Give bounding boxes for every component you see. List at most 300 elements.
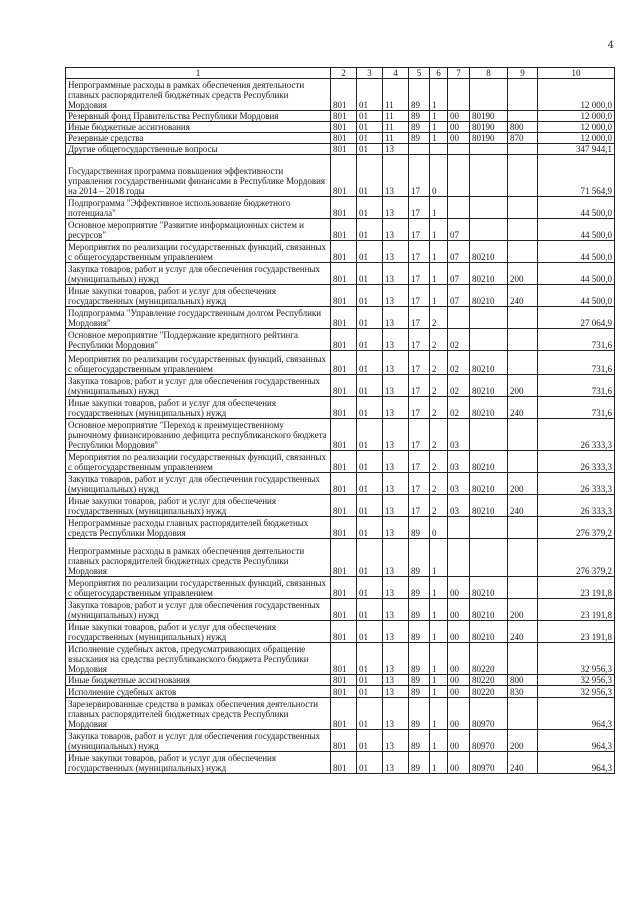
- code-expense-type: [508, 241, 538, 263]
- column-header: 4: [383, 68, 409, 79]
- code-measure: [448, 155, 470, 197]
- code-subsection: 13: [383, 419, 409, 451]
- table-row: [66, 375, 615, 397]
- code-subprogram: 2: [430, 495, 448, 517]
- code-direction: 80210: [470, 397, 508, 419]
- code-direction: 80190: [470, 111, 508, 122]
- row-amount: 276 379,2: [538, 517, 615, 539]
- code-subsection: 13: [383, 451, 409, 473]
- code-subsection: 13: [383, 375, 409, 397]
- table-row: [66, 351, 615, 375]
- row-amount: 26 333,3: [538, 495, 615, 517]
- code-section: 01: [357, 473, 383, 495]
- code-subsection: 13: [383, 730, 409, 752]
- code-subprogram: 1: [430, 111, 448, 122]
- code-admin: 801: [331, 495, 357, 517]
- code-subprogram: 2: [430, 451, 448, 473]
- code-section: 01: [357, 111, 383, 122]
- code-subprogram: 2: [430, 473, 448, 495]
- code-program: 89: [409, 122, 430, 133]
- code-measure: 00: [448, 122, 470, 133]
- code-subsection: 13: [383, 473, 409, 495]
- code-section: 01: [357, 351, 383, 375]
- code-program: 17: [409, 241, 430, 263]
- table-row: [66, 473, 615, 495]
- row-amount: 32 956,3: [538, 643, 615, 675]
- row-amount: 26 333,3: [538, 473, 615, 495]
- code-measure: 03: [448, 473, 470, 495]
- table-row: [66, 79, 615, 111]
- code-admin: 801: [331, 599, 357, 621]
- code-expense-type: 240: [508, 621, 538, 643]
- code-program: 17: [409, 351, 430, 375]
- code-direction: [470, 144, 508, 155]
- code-subprogram: 1: [430, 621, 448, 643]
- code-admin: 801: [331, 197, 357, 219]
- code-direction: 80220: [470, 675, 508, 686]
- row-name: Другие общегосударственные вопросы: [66, 144, 331, 155]
- row-amount: 32 956,3: [538, 686, 615, 698]
- table-row: [66, 451, 615, 473]
- row-amount: 23 191,8: [538, 599, 615, 621]
- table-row: [66, 539, 615, 577]
- table-row: [66, 397, 615, 419]
- code-admin: 801: [331, 307, 357, 329]
- row-amount: 32 956,3: [538, 675, 615, 686]
- row-name: Непрограммные расходы в рамках обеспечения деятельности главных распорядителей бюджетных средств Республики Мордовия: [66, 539, 331, 577]
- column-header: 8: [470, 68, 508, 79]
- code-subsection: 11: [383, 111, 409, 122]
- code-direction: 80210: [470, 351, 508, 375]
- row-amount: 731,6: [538, 351, 615, 375]
- code-subsection: 13: [383, 577, 409, 599]
- code-admin: 801: [331, 351, 357, 375]
- row-name: Подпрограмма "Эффективное использование бюджетного потенциала": [66, 197, 331, 219]
- code-section: 01: [357, 285, 383, 307]
- code-section: 01: [357, 133, 383, 144]
- code-section: 01: [357, 155, 383, 197]
- code-program: 17: [409, 219, 430, 241]
- row-name: Основное мероприятие "Поддержание кредитного рейтинга Республики Мордовия": [66, 329, 331, 351]
- code-program: 17: [409, 375, 430, 397]
- code-subprogram: 0: [430, 155, 448, 197]
- row-name: Резервный фонд Правительства Республики Мордовия: [66, 111, 331, 122]
- code-program: 17: [409, 307, 430, 329]
- row-amount: 731,6: [538, 375, 615, 397]
- code-admin: 801: [331, 397, 357, 419]
- code-section: 01: [357, 643, 383, 675]
- code-subprogram: 2: [430, 375, 448, 397]
- code-direction: 80210: [470, 241, 508, 263]
- table-row: [66, 307, 615, 329]
- code-program: 89: [409, 643, 430, 675]
- code-direction: 80220: [470, 686, 508, 698]
- row-name: Непрограммные расходы в рамках обеспечения деятельности главных распорядителей бюджетных средств Республики Мордовия: [66, 79, 331, 111]
- table-row: [66, 686, 615, 698]
- code-subsection: 13: [383, 517, 409, 539]
- row-name: Иные закупки товаров, работ и услуг для обеспечения государственных (муниципальных) нужд: [66, 621, 331, 643]
- row-name: Иные закупки товаров, работ и услуг для обеспечения государственных (муниципальных) нужд: [66, 752, 331, 774]
- row-amount: 44 500,0: [538, 197, 615, 219]
- code-direction: 80210: [470, 577, 508, 599]
- code-program: 17: [409, 495, 430, 517]
- code-subsection: 13: [383, 144, 409, 155]
- code-measure: [448, 197, 470, 219]
- code-program: 89: [409, 79, 430, 111]
- code-subprogram: 1: [430, 133, 448, 144]
- code-admin: 801: [331, 539, 357, 577]
- code-measure: 00: [448, 686, 470, 698]
- code-program: [409, 144, 430, 155]
- code-subprogram: 1: [430, 79, 448, 111]
- code-admin: 801: [331, 263, 357, 285]
- code-admin: 801: [331, 698, 357, 730]
- code-direction: [470, 219, 508, 241]
- code-section: 01: [357, 539, 383, 577]
- code-admin: 801: [331, 730, 357, 752]
- code-measure: 00: [448, 577, 470, 599]
- table-header: [66, 68, 615, 79]
- row-name: Государственная программа повышения эффективности управления государственными финансами в Республике Мордовия на 2014 – 2018 годы: [66, 155, 331, 197]
- code-admin: 801: [331, 675, 357, 686]
- code-admin: 801: [331, 686, 357, 698]
- code-section: 01: [357, 752, 383, 774]
- code-measure: 02: [448, 351, 470, 375]
- code-expense-type: [508, 451, 538, 473]
- code-admin: 801: [331, 517, 357, 539]
- code-direction: 80210: [470, 285, 508, 307]
- table-row: [66, 621, 615, 643]
- code-measure: [448, 79, 470, 111]
- code-direction: 80220: [470, 643, 508, 675]
- table-row: [66, 577, 615, 599]
- code-direction: [470, 155, 508, 197]
- row-name: Иные закупки товаров, работ и услуг для обеспечения государственных (муниципальных) нужд: [66, 285, 331, 307]
- code-measure: 00: [448, 111, 470, 122]
- row-amount: 964,3: [538, 698, 615, 730]
- code-section: 01: [357, 621, 383, 643]
- code-direction: 80210: [470, 599, 508, 621]
- column-header: 7: [448, 68, 470, 79]
- row-amount: 347 944,1: [538, 144, 615, 155]
- code-section: 01: [357, 307, 383, 329]
- code-direction: [470, 517, 508, 539]
- row-amount: 23 191,8: [538, 621, 615, 643]
- code-expense-type: [508, 144, 538, 155]
- code-admin: 801: [331, 133, 357, 144]
- table-row: [66, 675, 615, 686]
- row-amount: 12 000,0: [538, 133, 615, 144]
- row-name: Основное мероприятие "Переход к преимущественному рыночному финансированию дефицита республиканского бюджета Республики Мордовия": [66, 419, 331, 451]
- row-amount: 44 500,0: [538, 219, 615, 241]
- code-subprogram: [430, 144, 448, 155]
- code-subsection: 13: [383, 686, 409, 698]
- code-section: 01: [357, 495, 383, 517]
- code-section: 01: [357, 517, 383, 539]
- code-program: 89: [409, 577, 430, 599]
- code-admin: 801: [331, 111, 357, 122]
- code-measure: 03: [448, 419, 470, 451]
- code-measure: 02: [448, 375, 470, 397]
- code-expense-type: 870: [508, 133, 538, 144]
- page-number: 4: [607, 40, 614, 51]
- row-name: Резервные средства: [66, 133, 331, 144]
- code-subprogram: 0: [430, 517, 448, 539]
- code-section: 01: [357, 675, 383, 686]
- column-header: 1: [66, 68, 331, 79]
- code-expense-type: [508, 197, 538, 219]
- code-subprogram: 1: [430, 698, 448, 730]
- code-admin: 801: [331, 155, 357, 197]
- table-body: [66, 79, 615, 774]
- code-subsection: 13: [383, 495, 409, 517]
- code-measure: 07: [448, 263, 470, 285]
- table-row: [66, 599, 615, 621]
- code-direction: [470, 307, 508, 329]
- code-section: 01: [357, 197, 383, 219]
- code-section: 01: [357, 451, 383, 473]
- code-admin: 801: [331, 375, 357, 397]
- row-amount: 26 333,3: [538, 419, 615, 451]
- code-direction: 80210: [470, 263, 508, 285]
- code-program: 17: [409, 285, 430, 307]
- table-row: [66, 144, 615, 155]
- row-name: Мероприятия по реализации государственных функций, связанных с общегосударственным управлением: [66, 451, 331, 473]
- row-amount: 44 500,0: [538, 263, 615, 285]
- table-row: [66, 752, 615, 774]
- code-subsection: 13: [383, 643, 409, 675]
- code-subprogram: 1: [430, 197, 448, 219]
- row-name: Основное мероприятие "Развитие информационных систем и ресурсов": [66, 219, 331, 241]
- code-section: 01: [357, 577, 383, 599]
- row-name: Мероприятия по реализации государственных функций, связанных с общегосударственным управлением: [66, 241, 331, 263]
- column-header: 10: [538, 68, 615, 79]
- row-amount: 12 000,0: [538, 111, 615, 122]
- code-subsection: 13: [383, 263, 409, 285]
- code-expense-type: [508, 307, 538, 329]
- column-header: 2: [331, 68, 357, 79]
- code-section: 01: [357, 241, 383, 263]
- row-amount: 12 000,0: [538, 79, 615, 111]
- code-subprogram: 1: [430, 219, 448, 241]
- code-expense-type: 800: [508, 675, 538, 686]
- code-program: 17: [409, 197, 430, 219]
- code-subprogram: 1: [430, 122, 448, 133]
- code-subprogram: 1: [430, 285, 448, 307]
- code-admin: 801: [331, 285, 357, 307]
- table-row: [66, 285, 615, 307]
- code-measure: 03: [448, 495, 470, 517]
- code-subprogram: 1: [430, 686, 448, 698]
- row-amount: 964,3: [538, 730, 615, 752]
- code-program: 89: [409, 599, 430, 621]
- row-name: Исполнение судебных актов: [66, 686, 331, 698]
- table-row: [66, 698, 615, 730]
- code-program: 89: [409, 675, 430, 686]
- code-program: 89: [409, 730, 430, 752]
- code-direction: [470, 419, 508, 451]
- code-subprogram: 1: [430, 263, 448, 285]
- code-subprogram: 1: [430, 643, 448, 675]
- code-admin: 801: [331, 643, 357, 675]
- code-expense-type: 240: [508, 495, 538, 517]
- code-program: 89: [409, 133, 430, 144]
- code-section: 01: [357, 686, 383, 698]
- code-subprogram: 2: [430, 307, 448, 329]
- column-header: 6: [430, 68, 448, 79]
- code-measure: 00: [448, 643, 470, 675]
- code-subsection: 13: [383, 219, 409, 241]
- code-admin: 801: [331, 419, 357, 451]
- code-direction: 80970: [470, 752, 508, 774]
- row-amount: 964,3: [538, 752, 615, 774]
- code-subprogram: 2: [430, 351, 448, 375]
- code-direction: 80970: [470, 698, 508, 730]
- code-subprogram: 2: [430, 397, 448, 419]
- code-expense-type: 200: [508, 375, 538, 397]
- code-section: 01: [357, 329, 383, 351]
- code-subprogram: 1: [430, 730, 448, 752]
- code-subprogram: 1: [430, 675, 448, 686]
- code-program: 17: [409, 473, 430, 495]
- code-subsection: 13: [383, 698, 409, 730]
- code-admin: 801: [331, 241, 357, 263]
- code-section: 01: [357, 419, 383, 451]
- code-expense-type: [508, 643, 538, 675]
- code-expense-type: 200: [508, 263, 538, 285]
- budget-table: [65, 67, 615, 774]
- code-measure: 02: [448, 329, 470, 351]
- code-subsection: 13: [383, 539, 409, 577]
- row-amount: 276 379,2: [538, 539, 615, 577]
- code-program: 17: [409, 329, 430, 351]
- code-subsection: 11: [383, 122, 409, 133]
- row-name: Непрограммные расходы главных распорядителей бюджетных средств Республики Мордовия: [66, 517, 331, 539]
- code-expense-type: 200: [508, 599, 538, 621]
- code-admin: 801: [331, 752, 357, 774]
- code-direction: 80190: [470, 122, 508, 133]
- code-subprogram: 2: [430, 329, 448, 351]
- code-expense-type: [508, 79, 538, 111]
- row-amount: 26 333,3: [538, 451, 615, 473]
- code-expense-type: 240: [508, 285, 538, 307]
- code-expense-type: [508, 698, 538, 730]
- code-expense-type: [508, 577, 538, 599]
- column-header: 3: [357, 68, 383, 79]
- table-row: [66, 263, 615, 285]
- code-measure: 07: [448, 285, 470, 307]
- code-program: 17: [409, 397, 430, 419]
- code-program: 89: [409, 111, 430, 122]
- code-admin: 801: [331, 122, 357, 133]
- code-measure: 03: [448, 451, 470, 473]
- code-expense-type: [508, 155, 538, 197]
- row-name: Закупка товаров, работ и услуг для обеспечения государственных (муниципальных) нужд: [66, 375, 331, 397]
- code-expense-type: [508, 517, 538, 539]
- code-subsection: 13: [383, 397, 409, 419]
- table-row: [66, 329, 615, 351]
- code-direction: [470, 79, 508, 111]
- code-expense-type: 240: [508, 397, 538, 419]
- row-amount: 71 564,9: [538, 155, 615, 197]
- code-expense-type: 240: [508, 752, 538, 774]
- code-subsection: 11: [383, 133, 409, 144]
- code-section: 01: [357, 397, 383, 419]
- code-subprogram: 1: [430, 539, 448, 577]
- table-row: [66, 643, 615, 675]
- code-program: 89: [409, 686, 430, 698]
- code-program: 89: [409, 698, 430, 730]
- row-amount: 27 064,9: [538, 307, 615, 329]
- code-direction: [470, 329, 508, 351]
- code-subprogram: 1: [430, 599, 448, 621]
- code-expense-type: [508, 219, 538, 241]
- code-admin: 801: [331, 329, 357, 351]
- table-row: [66, 495, 615, 517]
- code-direction: [470, 539, 508, 577]
- code-subsection: 13: [383, 675, 409, 686]
- table-row: [66, 517, 615, 539]
- code-subsection: 11: [383, 79, 409, 111]
- code-measure: 00: [448, 730, 470, 752]
- code-section: 01: [357, 698, 383, 730]
- code-subsection: 13: [383, 621, 409, 643]
- code-expense-type: 830: [508, 686, 538, 698]
- code-measure: [448, 517, 470, 539]
- table-row: [66, 111, 615, 122]
- code-measure: 07: [448, 219, 470, 241]
- code-subprogram: 1: [430, 577, 448, 599]
- code-subprogram: 1: [430, 241, 448, 263]
- code-program: 89: [409, 539, 430, 577]
- code-program: 89: [409, 752, 430, 774]
- row-name: Закупка товаров, работ и услуг для обеспечения государственных (муниципальных) нужд: [66, 473, 331, 495]
- code-subsection: 13: [383, 285, 409, 307]
- code-subsection: 13: [383, 329, 409, 351]
- code-expense-type: [508, 329, 538, 351]
- code-direction: 80210: [470, 621, 508, 643]
- row-name: Закупка товаров, работ и услуг для обеспечения государственных (муниципальных) нужд: [66, 263, 331, 285]
- table-row: [66, 219, 615, 241]
- column-header: 9: [508, 68, 538, 79]
- code-expense-type: 800: [508, 122, 538, 133]
- code-admin: 801: [331, 79, 357, 111]
- code-section: 01: [357, 375, 383, 397]
- code-section: 01: [357, 122, 383, 133]
- code-measure: [448, 144, 470, 155]
- row-name: Закупка товаров, работ и услуг для обеспечения государственных (муниципальных) нужд: [66, 730, 331, 752]
- code-measure: 00: [448, 675, 470, 686]
- code-expense-type: 200: [508, 730, 538, 752]
- table-row: [66, 241, 615, 263]
- code-measure: [448, 307, 470, 329]
- code-measure: 00: [448, 599, 470, 621]
- column-number-row: [66, 68, 615, 79]
- column-header: 5: [409, 68, 430, 79]
- code-admin: 801: [331, 621, 357, 643]
- row-name: Мероприятия по реализации государственных функций, связанных с общегосударственным управлением: [66, 577, 331, 599]
- code-expense-type: [508, 111, 538, 122]
- code-subsection: 13: [383, 752, 409, 774]
- code-measure: 00: [448, 698, 470, 730]
- row-name: Иные закупки товаров, работ и услуг для обеспечения государственных (муниципальных) нужд: [66, 495, 331, 517]
- code-program: 17: [409, 263, 430, 285]
- code-direction: [470, 197, 508, 219]
- code-measure: 00: [448, 133, 470, 144]
- code-subsection: 13: [383, 307, 409, 329]
- code-program: 89: [409, 621, 430, 643]
- row-name: Иные бюджетные ассигнования: [66, 675, 331, 686]
